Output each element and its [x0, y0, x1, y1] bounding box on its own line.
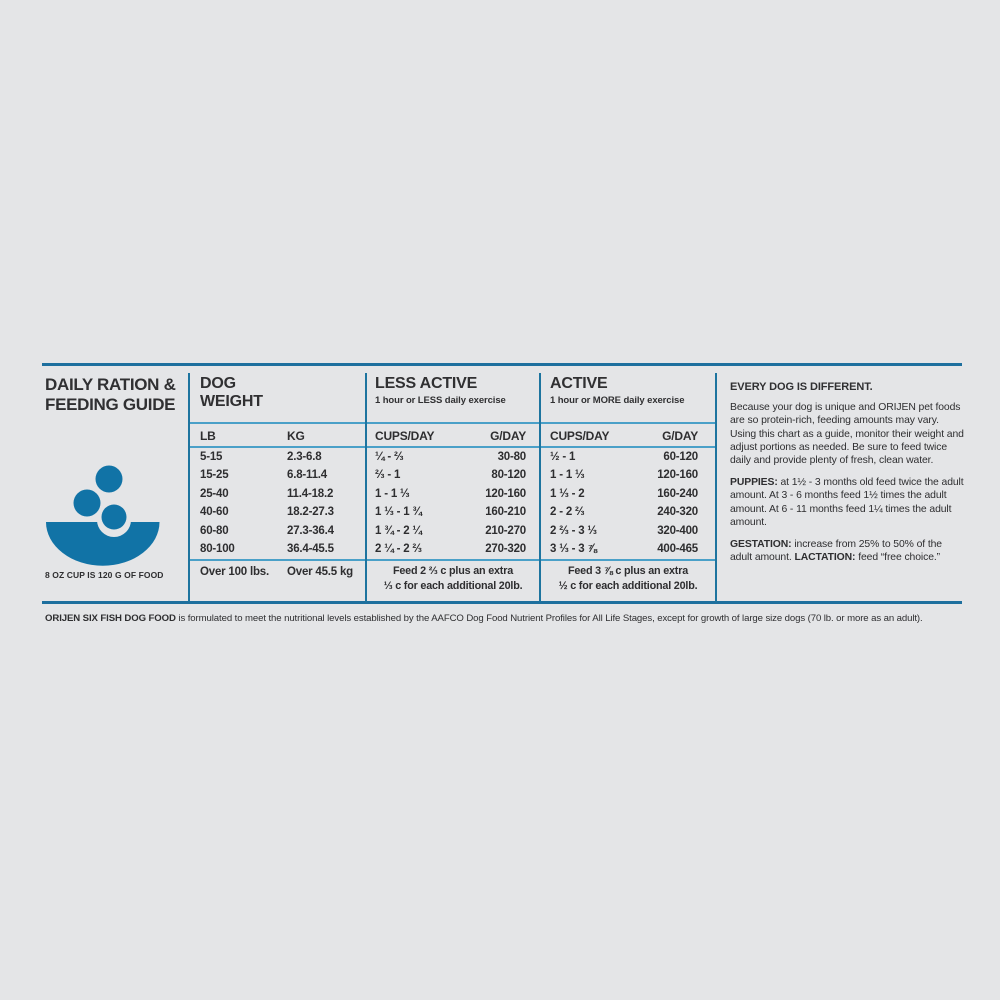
cell-active-cups: ½ - 1: [550, 451, 576, 463]
cell-lb: 25-40: [200, 487, 229, 500]
cell-kg: 18.2-27.3: [287, 506, 334, 519]
cell-less-active-cups: 1 ⅓ - 1 ¾: [375, 506, 422, 519]
cell-lb: 60-80: [200, 524, 229, 537]
bowl-with-kibble-icon: [44, 462, 166, 570]
cell-less-active-g: 80-120: [491, 469, 526, 482]
cell-less-active-cups: ¼ - ⅔: [375, 451, 404, 463]
col-label-la-g: G/DAY: [490, 429, 526, 443]
info-paragraph-gestation: [730, 538, 964, 564]
top-rule: [42, 363, 962, 366]
cell-lb: 15-25: [200, 469, 229, 482]
active-subtitle: 1 hour or MORE daily exercise: [550, 395, 685, 406]
cell-less-active-g: 120-160: [485, 487, 526, 500]
active-header: ACTIVE: [550, 375, 608, 392]
cell-active-cups: 2 - 2 ⅔: [550, 506, 585, 519]
guide-title-line2: FEEDING GUIDE: [45, 395, 176, 414]
less-active-note-line1: Feed 2 ⅔ c plus an extra: [392, 565, 514, 577]
lactation-label: LACTATION:: [794, 552, 856, 564]
info-heading: EVERY DOG IS DIFFERENT.: [730, 381, 873, 393]
less-active-feed-note: [368, 564, 538, 594]
cell-active-cups: 1 - 1 ⅓: [550, 469, 585, 482]
over-kg-cell: Over 45.5 kg: [287, 566, 354, 578]
cell-less-active-g: 270-320: [485, 543, 526, 555]
cell-active-g: 120-160: [657, 469, 698, 482]
cell-active-g: 240-320: [657, 506, 698, 519]
table-row: [190, 451, 716, 469]
col-label-lb: LB: [200, 429, 216, 443]
active-note-line2: ½ c for each additional 20lb.: [558, 580, 698, 592]
col-label-kg: KG: [287, 429, 305, 443]
info-paragraph-general: Because your dog is unique and ORIJEN pet foods are so protein-rich, feeding amounts may vary. Using this chart as a guide, monitor their weight and adjust portions as needed. Be sure to feed twice daily and provide plenty of fresh, clean water.: [730, 402, 964, 467]
cell-active-g: 320-400: [657, 524, 698, 537]
cell-active-g: 60-120: [663, 451, 698, 463]
active-note-line1: Feed 3 ⅞ c plus an extra: [567, 565, 689, 577]
info-paragraph-puppies: [730, 476, 964, 529]
cell-kg: 6.8-11.4: [287, 469, 327, 482]
info-panel: [730, 381, 964, 573]
gestation-text: increase from 25% to 50% of the adult amount.: [730, 539, 942, 564]
table-row: [190, 506, 716, 524]
dog-weight-header: [200, 375, 263, 411]
cell-active-cups: 3 ⅓ - 3 ⅞: [550, 543, 597, 555]
rule-less-active-3: [367, 559, 539, 561]
gestation-label: GESTATION:: [730, 539, 792, 551]
cell-active-g: 160-240: [657, 487, 698, 500]
puppies-label: PUPPIES:: [730, 477, 778, 489]
cell-kg: 27.3-36.4: [287, 524, 334, 537]
dog-weight-line1: DOG: [200, 375, 236, 392]
cell-kg: 11.4-18.2: [287, 487, 334, 500]
col-label-la-cups: CUPS/DAY: [375, 429, 435, 443]
cell-less-active-cups: 2 ¼ - 2 ⅔: [375, 543, 422, 555]
cell-less-active-g: 160-210: [485, 506, 526, 519]
rule-weight-1: [190, 422, 365, 424]
rule-active-2: [541, 446, 715, 448]
cell-less-active-g: 30-80: [497, 451, 526, 463]
less-active-note-line2: ⅓ c for each additional 20lb.: [383, 580, 523, 592]
cell-active-cups: 2 ⅔ - 3 ⅓: [550, 524, 597, 537]
footnote-lead: ORIJEN SIX FISH DOG FOOD: [45, 613, 176, 624]
cup-caption: 8 OZ CUP IS 120 G OF FOOD: [45, 570, 164, 580]
guide-title-line1: DAILY RATION &: [45, 375, 176, 394]
cell-less-active-cups: ⅔ - 1: [375, 469, 401, 482]
rule-active-3: [541, 559, 715, 561]
lactation-text: feed “free choice.”: [855, 552, 941, 564]
table-row: [190, 488, 716, 506]
active-feed-note: [543, 564, 713, 594]
cell-less-active-cups: 1 - 1 ⅓: [375, 487, 410, 500]
dog-weight-line2: WEIGHT: [200, 393, 263, 410]
cell-lb: 80-100: [200, 543, 235, 555]
rule-less-active-2: [367, 446, 539, 448]
aafco-footnote: [45, 612, 961, 626]
table-row: [190, 525, 716, 543]
footnote-text: is formulated to meet the nutritional levels established by the AAFCO Dog Food Nutrient Profiles for All Life Stages, except for growth of large size dogs (70 lb. or more as an adult).: [175, 613, 923, 624]
less-active-subtitle: 1 hour or LESS daily exercise: [375, 395, 506, 406]
rule-weight-2: [190, 446, 365, 448]
table-row: [190, 469, 716, 487]
less-active-header: LESS ACTIVE: [375, 375, 478, 392]
col-label-a-g: G/DAY: [662, 429, 698, 443]
cell-lb: 40-60: [200, 506, 229, 519]
cell-lb: 5-15: [200, 451, 223, 463]
puppies-text: at 1½ - 3 months old feed twice the adult amount. At 3 - 6 months feed 1½ times the adult amount. At 6 - 11 months feed 1¼ times the adult amount.: [730, 477, 964, 528]
bottom-rule: [42, 601, 962, 604]
guide-title: [45, 375, 176, 415]
rule-active-1: [541, 422, 715, 424]
cell-kg: 2.3-6.8: [287, 451, 322, 463]
over-lb-cell: Over 100 lbs.: [200, 566, 269, 578]
rule-less-active-1: [367, 422, 539, 424]
col-label-a-cups: CUPS/DAY: [550, 429, 610, 443]
cell-active-cups: 1 ⅓ - 2: [550, 487, 585, 500]
rule-weight-3: [190, 559, 365, 561]
cell-kg: 36.4-45.5: [287, 543, 334, 555]
cell-less-active-g: 210-270: [485, 524, 526, 537]
cell-active-g: 400-465: [657, 543, 698, 555]
cell-less-active-cups: 1 ¾ - 2 ¼: [375, 524, 422, 537]
